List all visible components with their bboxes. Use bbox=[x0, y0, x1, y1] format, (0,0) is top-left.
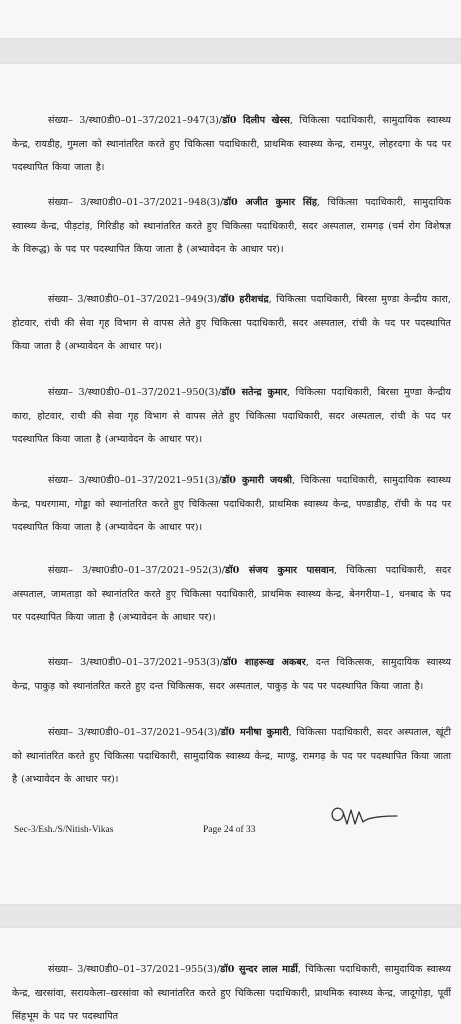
order-paragraph-951 bbox=[12, 469, 451, 540]
order-text: , चिकित्सा पदाधिकारी, बिरसा मुण्डा केन्द्रीय कारा, होटवार, रांची की सेवा गृह विभाग से वापस लेते हुए चिकित्सा पदाधिकारी, सदर अस्पताल, रांची के पद पर पदस्थापित किया जाता है (अभ्यावेदन के आधार पर)। bbox=[12, 294, 451, 352]
footer-file-ref: Sec-3/Esh./S/Nitish-Vikas bbox=[14, 825, 114, 835]
order-ref: संख्या– 3/स्था0डी0–01–37/2021–954(3)/ bbox=[48, 727, 221, 738]
order-text: , चिकित्सा पदाधिकारी, सामुदायिक स्वास्थ्य केन्द्र, पीड़टांड़, गिरिडीह को स्थानांतरित करते हुए चिकित्सा पदाधिकारी, सदर अस्पताल, रामगढ़ (चर्म रोग विशेषज्ञ के विरूद्ध) के पद पर पदस्थापित किया जाता है (अभ्यावेदन के आधार पर)। bbox=[12, 197, 451, 255]
previous-page-bottom bbox=[0, 0, 461, 38]
officer-name: डॉ0 मनीषा कुमारी bbox=[220, 727, 289, 738]
order-paragraph-952 bbox=[12, 559, 451, 630]
order-text: , चिकित्सा पदाधिकारी, सामुदायिक स्वास्थ्य केन्द्र, खरसांवा, सरायकेला–खरसांवा को स्थानांतरित करते हुए चिकित्सा पदाधिकारी, प्राथमिक स्वास्थ्य केन्द्र, जादूगोड़ा, पूर्वी सिंहभूम के पद पर पदस्थापित bbox=[12, 964, 451, 1022]
document-page-25 bbox=[0, 928, 461, 1024]
order-text: , चिकित्सा पदाधिकारी, सदर अस्पताल, खूंटी को स्थानांतरित करते हुए चिकित्सा पदाधिकारी, सामुदायिक स्वास्थ्य केन्द्र, माण्डु, रामगढ़ के पद पर पदस्थापित किया जाता है (अभ्यावेदन के आधार पर)। bbox=[12, 727, 451, 785]
order-text: , चिकित्सा पदाधिकारी, सामुदायिक स्वास्थ्य केन्द्र, पथरगामा, गोड्डा को स्थानांतरित करते हुए चिकित्सा पदाधिकारी, प्राथमिक स्वास्थ्य केन्द्र, पण्डाडीह, रॉची के पद पर पदस्थापित किया जाता है (अभ्यावेदन के आधार पर)। bbox=[12, 475, 451, 533]
order-ref: संख्या– 3/स्था0डी0–01–37/2021–949(3)/ bbox=[48, 294, 221, 305]
order-paragraph-950 bbox=[12, 381, 451, 452]
order-ref: संख्या– 3/स्था0डी0–01–37/2021–953(3)/ bbox=[48, 657, 223, 668]
order-ref: संख्या– 3/स्था0डी0–01–37/2021–952(3)/ bbox=[48, 565, 226, 576]
officer-name: डॉ0 सतेन्द्र कुमार bbox=[221, 387, 287, 398]
order-ref: संख्या– 3/स्था0डी0–01–37/2021–955(3)/ bbox=[48, 964, 221, 975]
order-ref: संख्या– 3/स्था0डी0–01–37/2021–947(3)/ bbox=[48, 115, 223, 126]
officer-name: डॉ0 कुमारी जयश्री bbox=[221, 475, 292, 486]
order-text: , दन्त चिकित्सक, सामुदायिक स्वास्थ्य केन्द्र, पाकुड़ को स्थानांतरित करते हुए दन्त चिकित्सक, सदर अस्पताल, पाकुड़ के पद पर पदस्थापित किया जाता है। bbox=[12, 657, 451, 692]
page-number: Page 24 of 33 bbox=[203, 825, 256, 835]
officer-name: डॉ0 सुन्दर लाल मार्डी bbox=[220, 964, 298, 975]
handwritten-signature bbox=[325, 796, 405, 836]
order-ref: संख्या– 3/स्था0डी0–01–37/2021–948(3)/ bbox=[48, 197, 224, 208]
officer-name: डॉ0 दिलीप खेस्स bbox=[222, 115, 290, 126]
officer-name: डॉ0 हरीशचंद्र bbox=[220, 294, 269, 305]
order-text: , चिकित्सा पदाधिकारी, बिरसा मुण्डा केन्द्रीय कारा, होटवार, राची की सेवा गृह विभाग से वापस लेते हुए चिकित्सा पदाधिकारी, सदर अस्पताल, रांची के पद पर पदस्थापित किया जाता है (अभ्यावेदन के आधार पर)। bbox=[12, 387, 451, 445]
order-ref: संख्या– 3/स्था0डी0–01–37/2021–951(3)/ bbox=[48, 475, 222, 486]
officer-name: डॉ0 शाहरूख अकबर bbox=[223, 657, 306, 668]
order-ref: संख्या– 3/स्था0डी0–01–37/2021–950(3)/ bbox=[48, 387, 222, 398]
order-text: , चिकित्सा पदाधिकारी, सामुदायिक स्वास्थ्य केन्द्र, रायडीह, गुमला को स्थानांतरित करते हुए चिकित्सा पदाधिकारी, प्राथमिक स्वास्थ्य केन्द्र, रामपुर, लोहरदगा के पद पर पदस्थापित किया जाता है। bbox=[12, 115, 451, 173]
order-paragraph-954 bbox=[12, 721, 451, 792]
order-paragraph-955 bbox=[12, 958, 451, 1024]
order-paragraph-953 bbox=[12, 651, 451, 698]
order-text: , चिकित्सा पदाधिकारी, सदर अस्पताल, जामताड़ा को स्थानांतरित करते हुए चिकित्सा पदाधिकारी, प्राथमिक स्वास्थ्य केन्द्र, बेनगरीया–1, धनबाद के पद पर पदस्थापित किया जाता है (अभ्यावेदन के आधार पर)। bbox=[12, 565, 451, 623]
order-paragraph-948 bbox=[12, 191, 451, 262]
order-paragraph-947 bbox=[12, 109, 451, 180]
officer-name: डॉ0 संजय कुमार पासवान bbox=[225, 565, 335, 576]
officer-name: डॉ0 अजीत कुमार सिंह bbox=[223, 197, 317, 208]
order-paragraph-949 bbox=[12, 288, 451, 359]
document-page-24 bbox=[0, 64, 461, 904]
